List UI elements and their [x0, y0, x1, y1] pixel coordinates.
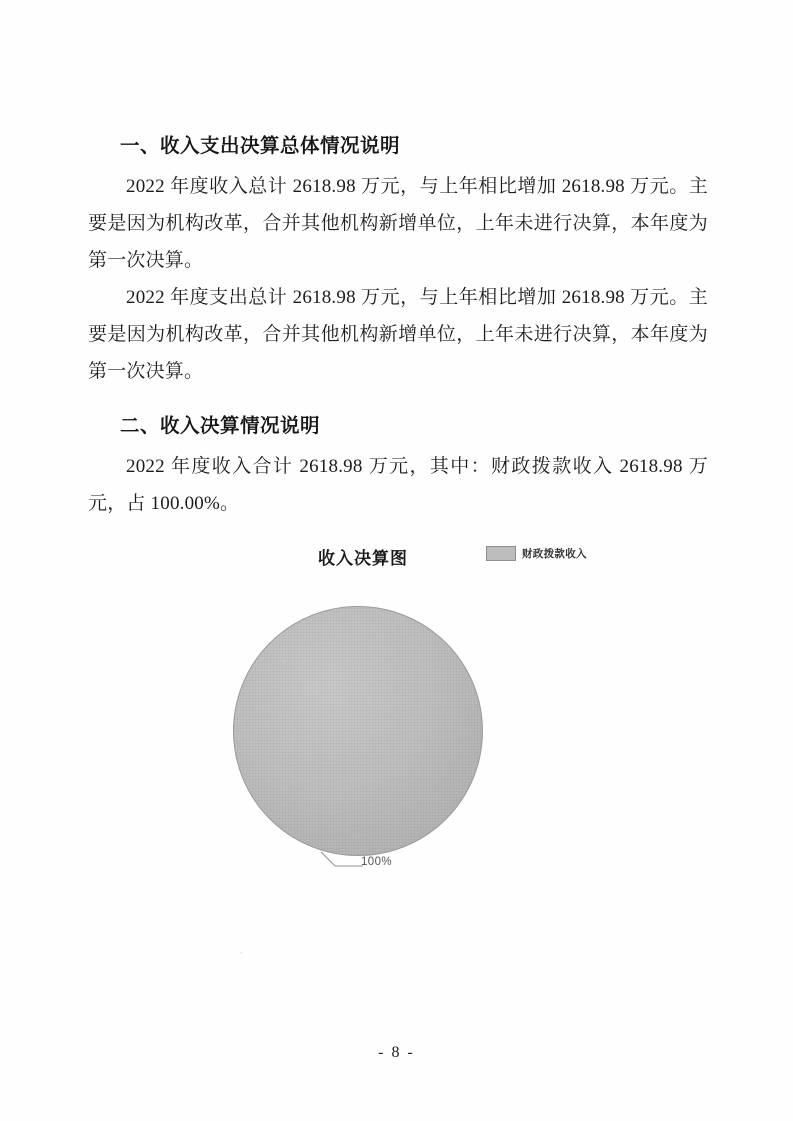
chart-title: 收入决算图	[318, 549, 408, 568]
scan-speck	[282, 660, 285, 663]
section-heading-2: 二、收入决算情况说明	[120, 415, 321, 437]
page-content	[88, 130, 708, 944]
legend-entry-label: 财政拨款收入	[522, 548, 587, 560]
paragraph-1-2: 2022 年度支出总计 2618.98 万元，与上年相比增加 2618.98 万元。主要是因为机构改革，合并其他机构新增单位，上年未进行决算，本年度为第一次决算。	[88, 287, 708, 382]
page-number: - 8 -	[378, 1044, 415, 1061]
chart-legend	[486, 546, 587, 561]
income-pie-chart	[88, 544, 708, 944]
paragraph-2-1: 2022 年度收入合计 2618.98 万元，其中：财政拨款收入 2618.98 万元，占 100.00%。	[88, 456, 708, 514]
scan-speck	[240, 952, 242, 954]
pie-slice-financial-allocation	[233, 606, 483, 856]
section-heading-1: 一、收入支出决算总体情况说明	[120, 135, 401, 157]
pie-label-leader-line	[319, 850, 365, 872]
legend-swatch-icon	[486, 546, 516, 561]
paragraph-1-1: 2022 年度收入总计 2618.98 万元，与上年相比增加 2618.98 万元。主要是因为机构改革，合并其他机构新增单位，上年未进行决算，本年度为第一次决算。	[88, 176, 708, 271]
pie-wrapper	[233, 606, 483, 868]
pie-data-label: 100%	[361, 856, 393, 868]
